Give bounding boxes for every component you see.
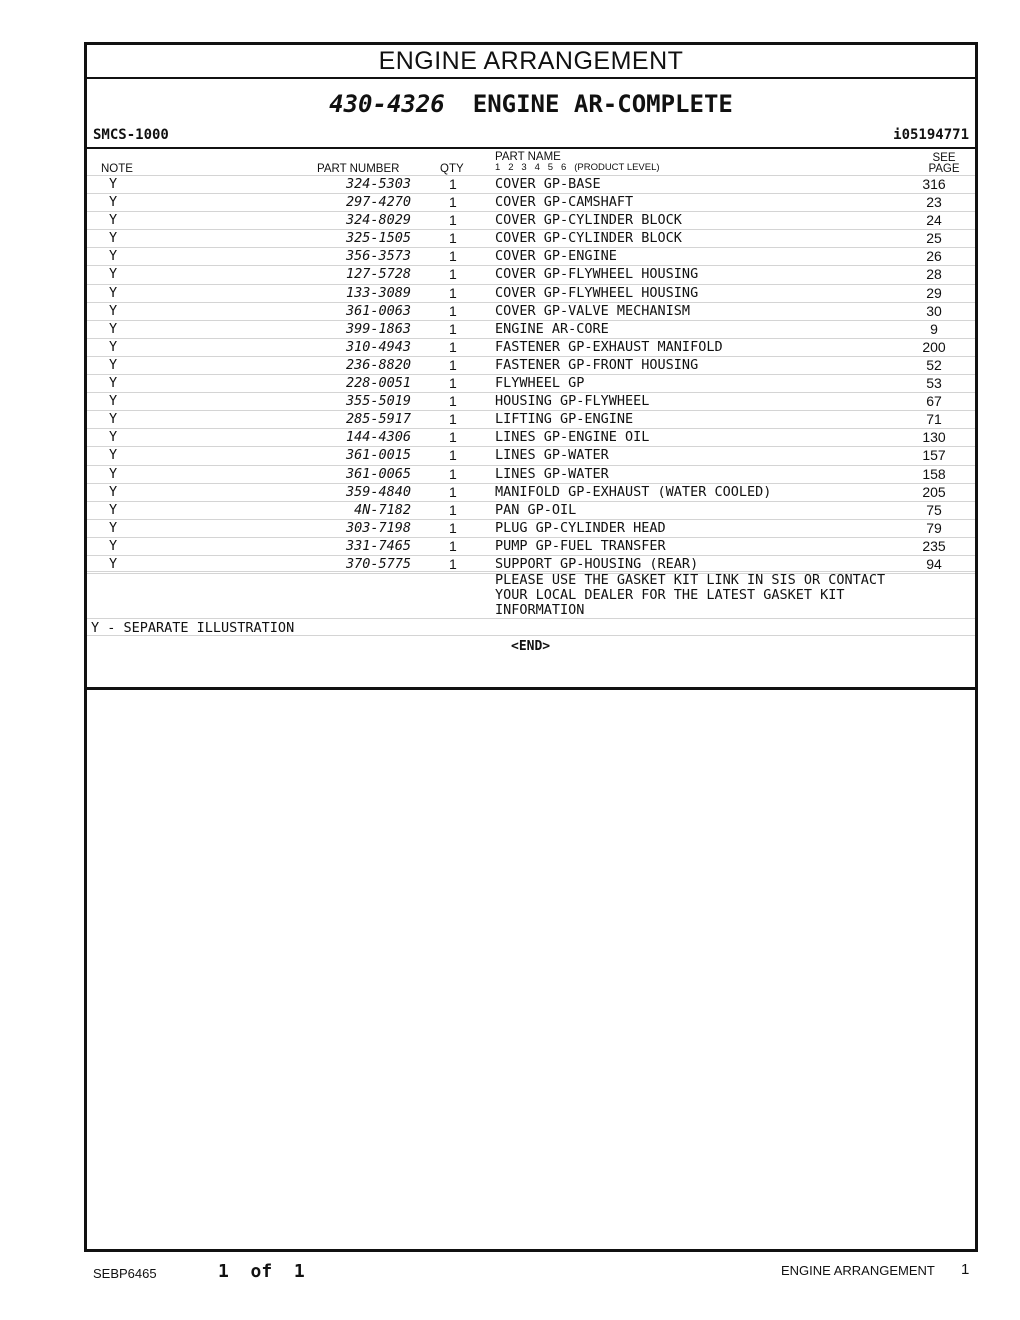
row-see-page: 9 xyxy=(930,320,938,337)
row-part-number: 133-3089 xyxy=(345,284,411,301)
row-see-page: 79 xyxy=(926,519,942,536)
row-note: Y xyxy=(109,266,118,283)
row-see-page: 23 xyxy=(926,194,942,211)
row-part-number: 236-8820 xyxy=(345,356,411,373)
table-row xyxy=(87,447,975,465)
row-note: Y xyxy=(109,212,118,229)
table-row xyxy=(87,538,975,556)
row-part-number: 361-0063 xyxy=(345,302,411,319)
row-part-number: 399-1863 xyxy=(345,320,411,337)
row-see-page: 25 xyxy=(926,230,942,247)
row-qty: 1 xyxy=(449,483,457,500)
row-part-name: LIFTING GP-ENGINE xyxy=(495,411,634,428)
table-row xyxy=(87,466,975,484)
row-part-number: 331-7465 xyxy=(345,537,411,554)
table-row xyxy=(87,175,975,194)
row-part-number: 127-5728 xyxy=(345,266,411,283)
row-qty: 1 xyxy=(449,429,457,446)
row-part-number: 361-0065 xyxy=(345,465,411,482)
row-part-name: COVER GP-VALVE MECHANISM xyxy=(495,302,691,319)
row-part-name: FASTENER GP-FRONT HOUSING xyxy=(495,356,699,373)
row-qty: 1 xyxy=(449,266,457,283)
table-row xyxy=(87,484,975,502)
row-qty: 1 xyxy=(449,284,457,301)
row-part-name: COVER GP-BASE xyxy=(495,176,601,192)
row-note: Y xyxy=(109,501,118,518)
page-title: ENGINE ARRANGEMENT xyxy=(87,45,975,79)
header-see: SEE xyxy=(932,152,956,164)
footer-section: ENGINE ARRANGEMENT xyxy=(781,1263,935,1278)
row-qty: 1 xyxy=(449,176,457,192)
row-note: Y xyxy=(109,411,118,428)
row-qty: 1 xyxy=(449,212,457,229)
row-part-number: 297-4270 xyxy=(345,194,411,211)
row-note: Y xyxy=(109,284,118,301)
row-qty: 1 xyxy=(449,447,457,464)
row-see-page: 235 xyxy=(922,537,946,554)
footer-page-of: 1 of 1 xyxy=(218,1261,305,1282)
row-see-page: 29 xyxy=(926,284,942,301)
row-qty: 1 xyxy=(449,411,457,428)
row-part-name: ENGINE AR-CORE xyxy=(495,320,609,337)
row-part-number: 144-4306 xyxy=(345,429,411,446)
row-part-name: MANIFOLD GP-EXHAUST (WATER COOLED) xyxy=(495,483,772,500)
row-qty: 1 xyxy=(449,194,457,211)
row-note: Y xyxy=(109,194,118,211)
table-row xyxy=(87,266,975,284)
footer-doc-id: SEBP6465 xyxy=(93,1266,157,1281)
row-see-page: 130 xyxy=(922,429,946,446)
table-row xyxy=(87,321,975,339)
info-reference: i05194771 xyxy=(893,127,969,143)
header-qty: QTY xyxy=(440,163,464,175)
header-page: PAGE xyxy=(928,163,960,175)
row-see-page: 205 xyxy=(922,483,946,500)
row-qty: 1 xyxy=(449,302,457,319)
row-note: Y xyxy=(109,248,118,265)
row-see-page: 158 xyxy=(922,465,946,482)
row-see-page: 52 xyxy=(926,356,942,373)
table-row xyxy=(87,285,975,303)
table-row xyxy=(87,502,975,520)
row-part-name: COVER GP-ENGINE xyxy=(495,248,617,265)
row-part-number: 303-7198 xyxy=(345,519,411,536)
row-qty: 1 xyxy=(449,465,457,482)
row-note: Y xyxy=(109,338,118,355)
assembly-heading xyxy=(87,89,975,119)
row-see-page: 28 xyxy=(926,266,942,283)
row-part-name: LINES GP-WATER xyxy=(495,465,609,482)
row-part-number: 324-8029 xyxy=(345,212,411,229)
table-row xyxy=(87,411,975,429)
row-qty: 1 xyxy=(449,338,457,355)
gasket-note: PLEASE USE THE GASKET KIT LINK IN SIS OR CONTACT YOUR LOCAL DEALER FOR THE LATEST GASKET KIT INFORMATION xyxy=(495,572,886,618)
table-row xyxy=(87,375,975,393)
row-see-page: 94 xyxy=(926,555,942,572)
row-note: Y xyxy=(109,356,118,373)
row-qty: 1 xyxy=(449,393,457,410)
row-part-number: 324-5303 xyxy=(345,176,411,192)
row-see-page: 200 xyxy=(922,338,946,355)
table-row xyxy=(87,520,975,538)
row-see-page: 316 xyxy=(922,176,946,192)
parts-table xyxy=(87,175,975,574)
table-row xyxy=(87,230,975,248)
header-part-number: PART NUMBER xyxy=(317,163,400,175)
table-divider xyxy=(87,555,975,556)
row-part-name: COVER GP-CYLINDER BLOCK xyxy=(495,230,682,247)
header-product-level: 1 2 3 4 5 6 (PRODUCT LEVEL) xyxy=(495,162,660,173)
row-see-page: 67 xyxy=(926,393,942,410)
row-see-page: 30 xyxy=(926,302,942,319)
table-row xyxy=(87,393,975,411)
row-part-number: 4N-7182 xyxy=(354,501,411,518)
row-part-name: PUMP GP-FUEL TRANSFER xyxy=(495,537,666,554)
row-part-number: 361-0015 xyxy=(345,447,411,464)
row-note: Y xyxy=(109,320,118,337)
row-note: Y xyxy=(109,230,118,247)
document-frame xyxy=(84,42,978,1252)
row-see-page: 75 xyxy=(926,501,942,518)
table-divider xyxy=(87,635,975,636)
row-note: Y xyxy=(109,555,118,572)
assembly-name: ENGINE AR-COMPLETE xyxy=(472,90,733,118)
row-note: Y xyxy=(109,483,118,500)
table-row xyxy=(87,339,975,357)
legend: Y - SEPARATE ILLUSTRATION xyxy=(91,620,295,636)
row-qty: 1 xyxy=(449,501,457,518)
table-row xyxy=(87,357,975,375)
row-note: Y xyxy=(109,429,118,446)
row-note: Y xyxy=(109,375,118,392)
smcs-code: SMCS-1000 xyxy=(93,127,169,143)
table-row xyxy=(87,303,975,321)
end-marker: <END> xyxy=(511,639,551,654)
row-part-number: 370-5775 xyxy=(345,555,411,572)
footer-page-number: 1 xyxy=(961,1261,970,1278)
row-part-number: 325-1505 xyxy=(345,230,411,247)
row-qty: 1 xyxy=(449,230,457,247)
row-part-number: 310-4943 xyxy=(345,338,411,355)
row-see-page: 157 xyxy=(922,447,946,464)
row-part-name: FLYWHEEL GP xyxy=(495,375,585,392)
row-part-name: SUPPORT GP-HOUSING (REAR) xyxy=(495,555,699,572)
table-row xyxy=(87,248,975,266)
row-see-page: 24 xyxy=(926,212,942,229)
row-see-page: 53 xyxy=(926,375,942,392)
row-part-number: 356-3573 xyxy=(345,248,411,265)
assembly-part-number: 430-4326 xyxy=(329,90,445,118)
row-part-number: 355-5019 xyxy=(345,393,411,410)
row-part-name: LINES GP-WATER xyxy=(495,447,609,464)
row-part-name: COVER GP-CYLINDER BLOCK xyxy=(495,212,682,229)
row-note: Y xyxy=(109,519,118,536)
table-row xyxy=(87,212,975,230)
row-part-name: PAN GP-OIL xyxy=(495,501,577,518)
row-qty: 1 xyxy=(449,537,457,554)
row-see-page: 71 xyxy=(926,411,942,428)
row-part-name: FASTENER GP-EXHAUST MANIFOLD xyxy=(495,338,723,355)
header-part-name: PART NAME xyxy=(495,151,561,163)
row-part-name: LINES GP-ENGINE OIL xyxy=(495,429,650,446)
row-qty: 1 xyxy=(449,356,457,373)
row-note: Y xyxy=(109,537,118,554)
row-part-number: 228-0051 xyxy=(345,375,411,392)
row-note: Y xyxy=(109,447,118,464)
table-row xyxy=(87,194,975,212)
row-qty: 1 xyxy=(449,375,457,392)
row-qty: 1 xyxy=(449,248,457,265)
row-note: Y xyxy=(109,465,118,482)
header-divider xyxy=(87,147,975,149)
section-divider xyxy=(87,687,975,690)
row-part-name: PLUG GP-CYLINDER HEAD xyxy=(495,519,666,536)
row-note: Y xyxy=(109,176,118,192)
row-part-number: 359-4840 xyxy=(345,483,411,500)
row-part-name: COVER GP-FLYWHEEL HOUSING xyxy=(495,284,699,301)
row-qty: 1 xyxy=(449,320,457,337)
row-qty: 1 xyxy=(449,555,457,572)
row-see-page: 26 xyxy=(926,248,942,265)
row-part-number: 285-5917 xyxy=(345,411,411,428)
row-part-name: HOUSING GP-FLYWHEEL xyxy=(495,393,650,410)
row-qty: 1 xyxy=(449,519,457,536)
table-row xyxy=(87,429,975,447)
row-part-name: COVER GP-CAMSHAFT xyxy=(495,194,634,211)
row-part-name: COVER GP-FLYWHEEL HOUSING xyxy=(495,266,699,283)
row-note: Y xyxy=(109,302,118,319)
table-divider xyxy=(87,618,975,619)
row-note: Y xyxy=(109,393,118,410)
header-note: NOTE xyxy=(101,163,133,175)
